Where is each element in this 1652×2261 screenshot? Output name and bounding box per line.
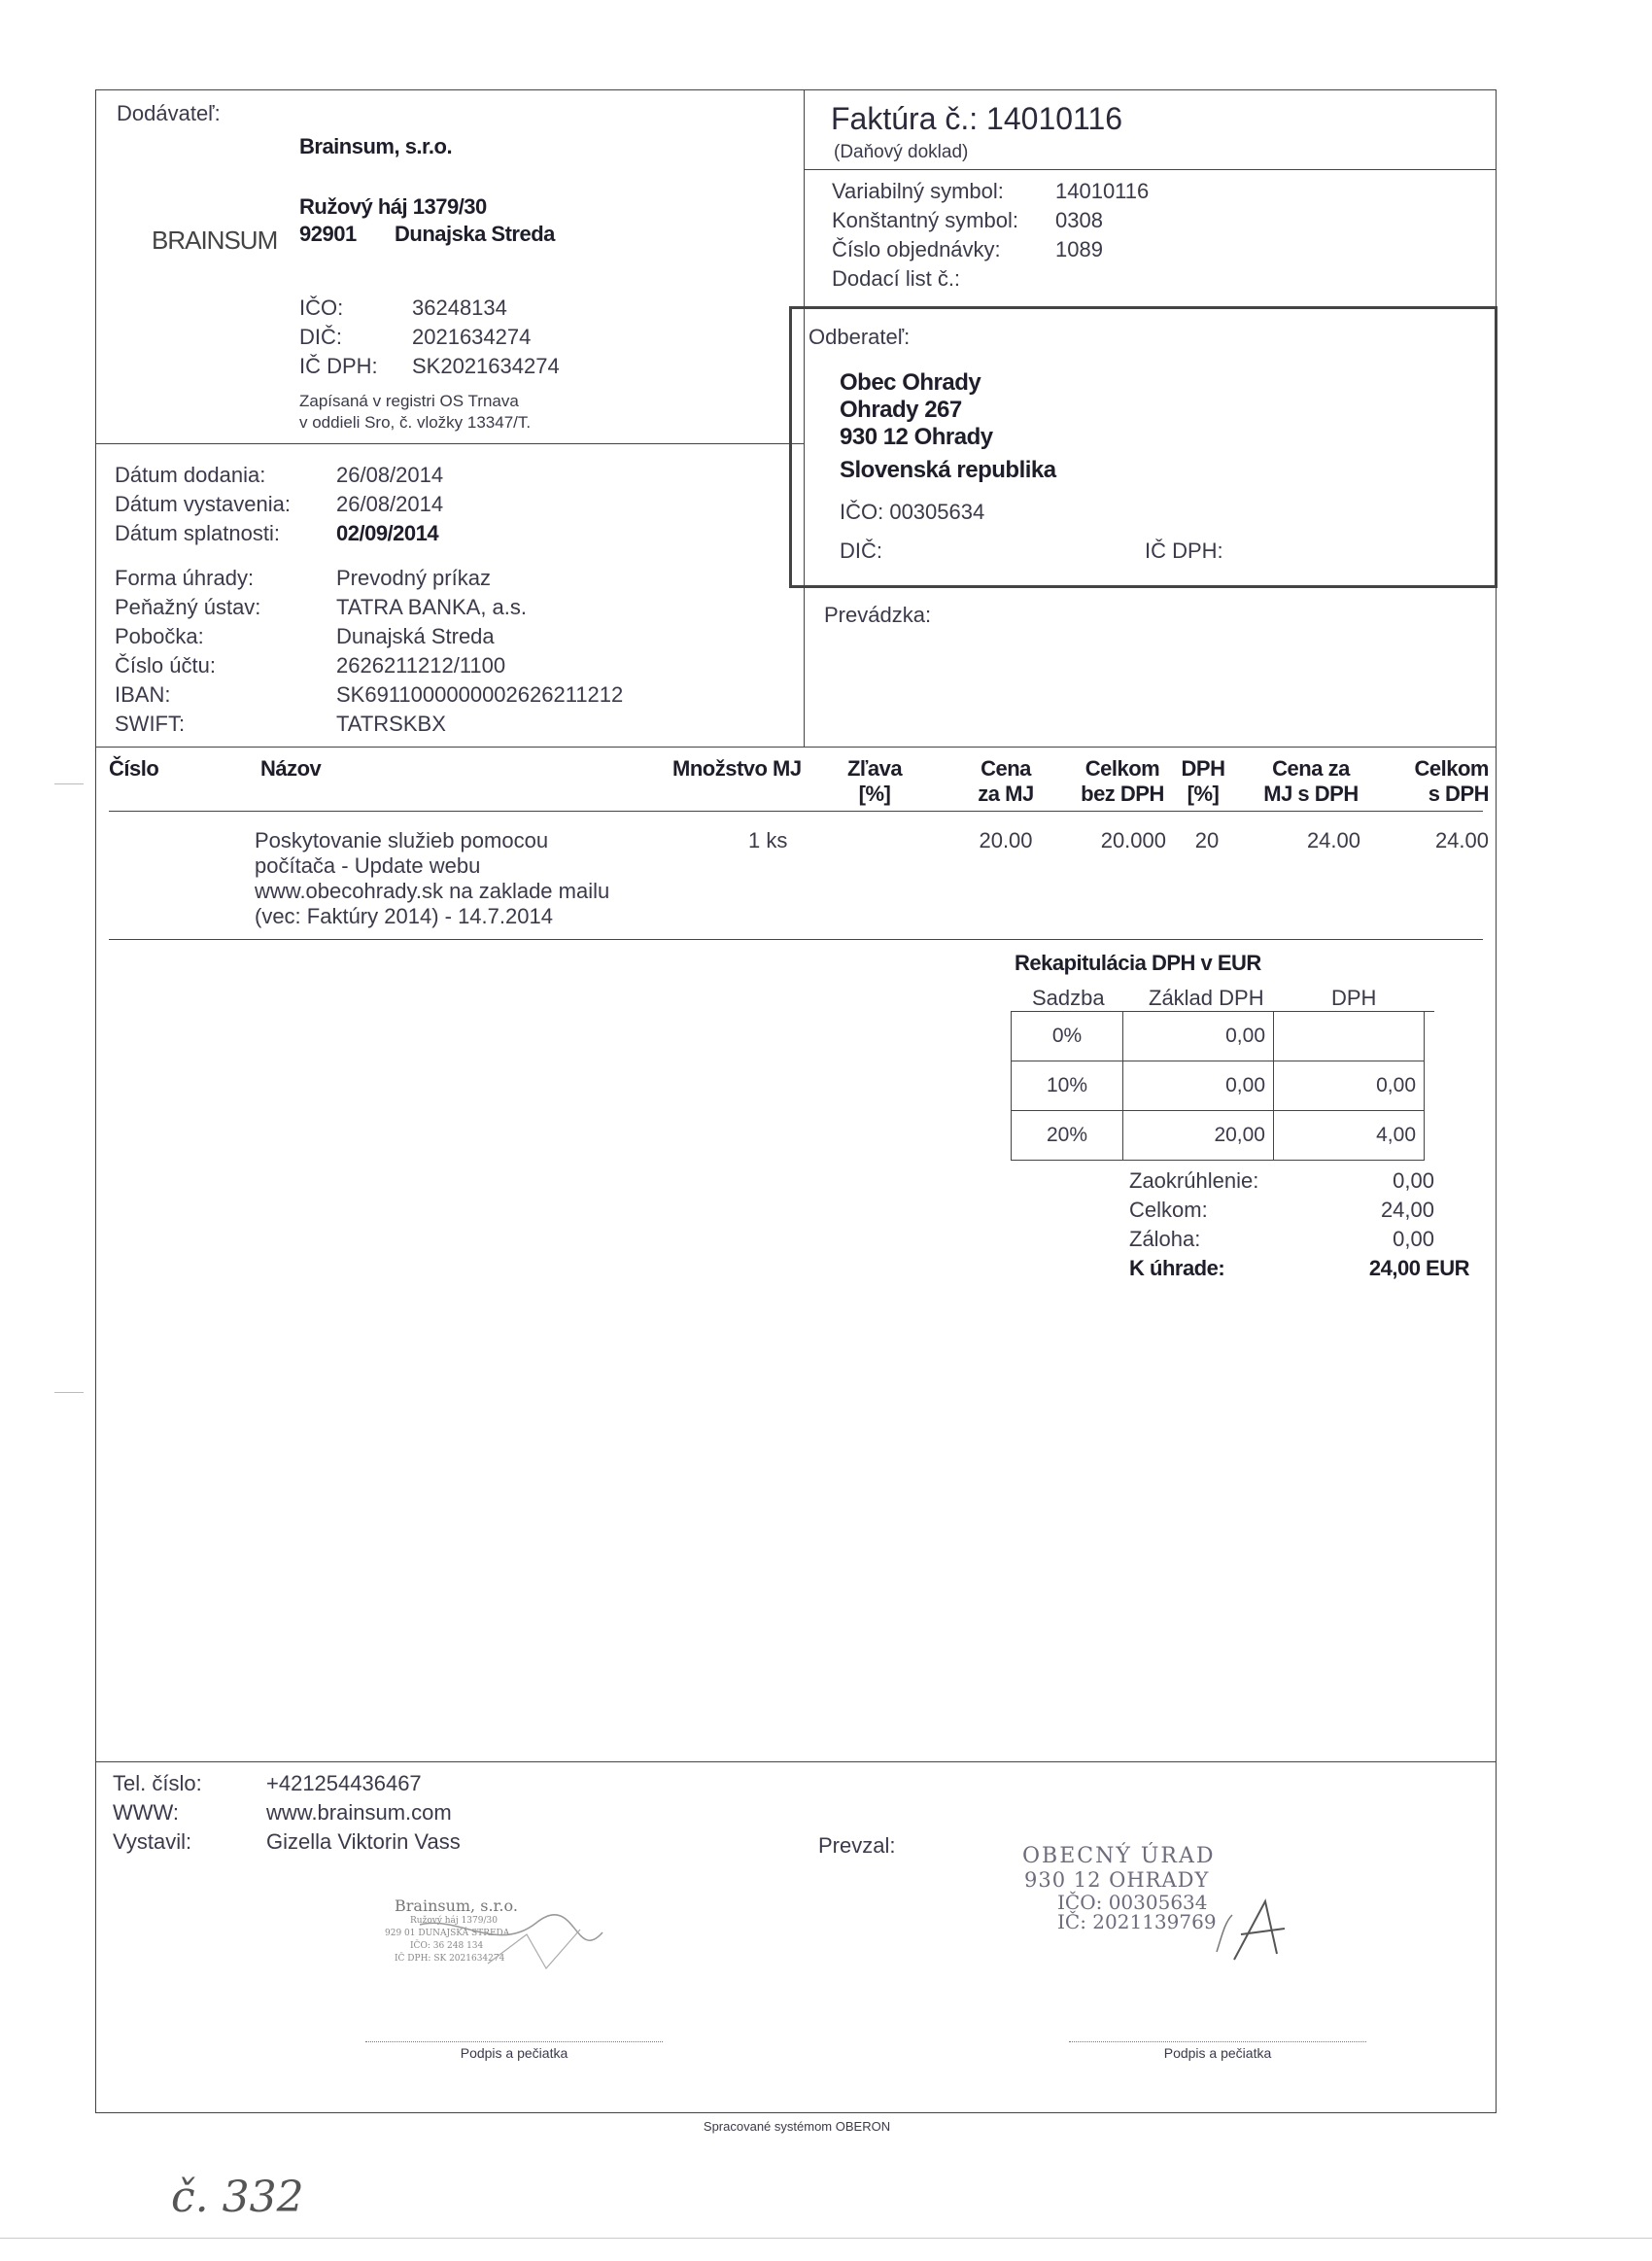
vat-amount: 4,00: [1274, 1111, 1425, 1161]
customer-country: Slovenská republika: [840, 457, 1056, 483]
footer-top-line: [95, 1761, 1497, 1762]
col-unit-price-2: za MJ: [978, 782, 1034, 806]
received-label: Prevzal:: [818, 1833, 896, 1858]
stamp-line: 930 12 OHRADY: [1024, 1868, 1210, 1892]
vat-amount: 0,00: [1274, 1061, 1425, 1111]
customer-ico: IČO: 00305634: [840, 500, 985, 524]
supplier-icdph: SK2021634274: [412, 354, 560, 378]
col-total-no-vat-1: Celkom: [1084, 756, 1160, 781]
issue-date-label: Dátum vystavenia:: [115, 492, 291, 516]
stamp-line: IČO: 00305634: [1057, 1891, 1208, 1914]
payment-method-label: Forma úhrady:: [115, 566, 255, 590]
sign-line-left: [365, 2041, 663, 2042]
due-date: 02/09/2014: [336, 521, 439, 545]
www-label: WWW:: [113, 1800, 180, 1825]
www: www.brainsum.com: [266, 1800, 452, 1825]
sign-line-right: [1069, 2041, 1366, 2042]
col-unit-price-vat-2: MJ s DPH: [1263, 782, 1359, 806]
supplier-bottom-line: [95, 443, 804, 444]
invoice-title-line: [804, 169, 1497, 170]
margin-mark: [54, 783, 84, 784]
premises-label: Prevádzka:: [824, 603, 932, 627]
supplier-name: Brainsum, s.r.o.: [299, 134, 453, 158]
sign-label-right: Podpis a pečiatka: [1163, 2045, 1272, 2061]
supplier-dic-label: DIČ:: [299, 325, 342, 349]
margin-mark: [54, 1392, 84, 1393]
const-symbol-label: Konštantný symbol:: [832, 208, 1018, 232]
vat-base: 20,00: [1123, 1111, 1274, 1161]
supplier-dic: 2021634274: [412, 325, 532, 349]
vat-base: 0,00: [1123, 1061, 1274, 1111]
col-qty: Množstvo MJ: [672, 756, 802, 781]
col-discount-1: Zľava: [846, 756, 903, 781]
items-header-line: [109, 811, 1483, 812]
order-no: 1089: [1055, 237, 1103, 261]
var-symbol-label: Variabilný symbol:: [832, 179, 1004, 203]
customer-dic-label: DIČ:: [840, 539, 882, 563]
vat-summary-header-rate: Sadzba: [1032, 986, 1105, 1010]
col-unit-price-1: Cena: [981, 756, 1031, 781]
swift-label: SWIFT:: [115, 712, 186, 736]
delivery-date-label: Dátum dodania:: [115, 463, 266, 487]
total-label: Celkom:: [1129, 1198, 1208, 1222]
iban: SK6911000000002626211212: [336, 682, 624, 707]
item-unit-price-vat: 24.00: [1306, 828, 1360, 852]
item-unit-price: 20.00: [979, 828, 1033, 852]
item-name-line-4: (vec: Faktúry 2014) - 14.7.2014: [255, 904, 553, 928]
processing-system: Spracované systémom OBERON: [703, 2119, 891, 2134]
customer-name: Obec Ohrady: [840, 369, 981, 396]
vat-base: 0,00: [1123, 1012, 1274, 1061]
customer-label: Odberateľ:: [809, 325, 911, 349]
rounding-label: Zaokrúhlenie:: [1129, 1168, 1259, 1193]
amount-due: 24,00 EUR: [1368, 1256, 1469, 1280]
vat-summary-table: [1011, 1011, 1425, 1161]
brand-logo: BRAINSUM: [152, 226, 278, 255]
tel: +421254436467: [266, 1771, 422, 1795]
deposit: 0,00: [1393, 1227, 1434, 1251]
stamp-line: IČ DPH: SK 2021634274: [395, 1954, 505, 1964]
sign-label-left: Podpis a pečiatka: [460, 2045, 568, 2061]
register-line-1: Zapísaná v registri OS Trnava: [299, 392, 519, 410]
tel-label: Tel. číslo:: [113, 1771, 202, 1795]
col-unit-price-vat-1: Cena za: [1272, 756, 1350, 781]
scan-edge: [0, 2238, 1652, 2239]
bank: TATRA BANKA, a.s.: [336, 595, 528, 619]
customer-signature: [1022, 1845, 1314, 1971]
col-vat-2: [%]: [1187, 782, 1220, 806]
item-total-no-vat: 20.000: [1100, 828, 1166, 852]
item-qty: 1 ks: [748, 828, 788, 852]
vat-rate: 0%: [1012, 1012, 1123, 1061]
stamp-line: Ružový háj 1379/30: [410, 1916, 498, 1926]
stamp-line: OBECNÝ ÚRAD: [1022, 1844, 1216, 1868]
supplier-ico-label: IČO:: [299, 296, 344, 320]
issue-date: 26/08/2014: [336, 492, 444, 516]
customer-stamp: [1022, 1845, 1314, 1962]
var-symbol: 14010116: [1055, 179, 1150, 203]
amount-due-label: K úhrade:: [1129, 1256, 1225, 1280]
item-name-line-2: počítača - Update webu: [255, 853, 481, 878]
supplier-zip: 92901: [299, 222, 357, 246]
issued-by: Gizella Viktorin Vass: [266, 1829, 461, 1854]
vat-amount: [1274, 1012, 1425, 1061]
vat-rate: 10%: [1012, 1061, 1123, 1111]
col-total-no-vat-2: bez DPH: [1081, 782, 1164, 806]
items-top-line: [95, 747, 1497, 748]
handwritten-note: č. 332: [171, 2173, 304, 2222]
col-discount-2: [%]: [858, 782, 891, 806]
vat-row: [1012, 1012, 1425, 1061]
item-name-line-3: www.obecohrady.sk na zaklade mailu: [255, 879, 610, 903]
invoice-title: Faktúra č.: 14010116: [831, 101, 1123, 136]
col-name: Názov: [260, 756, 322, 781]
delivery-date: 26/08/2014: [336, 463, 444, 487]
col-total-vat-2: s DPH: [1428, 782, 1489, 806]
iban-label: IBAN:: [115, 682, 171, 707]
register-line-2: v oddieli Sro, č. vložky 13347/T.: [299, 413, 532, 432]
item-total-vat: 24.00: [1434, 828, 1489, 852]
col-vat-1: DPH: [1181, 756, 1225, 781]
payment-method: Prevodný príkaz: [336, 566, 491, 590]
deposit-label: Záloha:: [1129, 1227, 1201, 1251]
vat-row: [1012, 1111, 1425, 1161]
vat-summary-header-vat: DPH: [1331, 986, 1377, 1010]
branch-label: Pobočka:: [115, 624, 204, 648]
account-label: Číslo účtu:: [115, 653, 216, 678]
invoice-subtitle: (Daňový doklad): [834, 142, 969, 162]
issued-by-label: Vystavil:: [113, 1829, 192, 1854]
due-date-label: Dátum splatnosti:: [115, 521, 280, 545]
account: 2626211212/1100: [336, 653, 506, 678]
supplier-icdph-label: IČ DPH:: [299, 354, 378, 378]
vat-row: [1012, 1061, 1425, 1111]
vat-rate: 20%: [1012, 1111, 1123, 1161]
supplier-signature: [381, 1896, 614, 1983]
col-number: Číslo: [109, 756, 159, 781]
swift: TATRSKBX: [336, 712, 446, 736]
bank-label: Peňažný ústav:: [115, 595, 261, 619]
supplier-street: Ružový háj 1379/30: [299, 194, 487, 219]
supplier-city: Dunajska Streda: [395, 222, 555, 246]
col-total-vat-1: Celkom: [1414, 756, 1489, 781]
const-symbol: 0308: [1055, 208, 1103, 232]
customer-street: Ohrady 267: [840, 397, 962, 423]
stamp-line: IČO: 36 248 134: [410, 1941, 484, 1951]
customer-icdph-label: IČ DPH:: [1145, 539, 1223, 563]
delivery-note-label: Dodací list č.:: [832, 266, 961, 291]
supplier-ico: 36248134: [412, 296, 507, 320]
item-name-line-1: Poskytovanie služieb pomocou: [255, 828, 549, 852]
rounding: 0,00: [1393, 1168, 1434, 1193]
items-bottom-line: [109, 939, 1483, 940]
customer-city: 930 12 Ohrady: [840, 424, 993, 450]
vat-summary-header-base: Základ DPH: [1149, 986, 1264, 1010]
stamp-line: Brainsum, s.r.o.: [395, 1896, 518, 1915]
order-no-label: Číslo objednávky:: [832, 237, 1001, 261]
supplier-stamp: [381, 1896, 614, 1983]
stamp-line: 929 01 DUNAJSKÁ STREDA: [385, 1929, 510, 1938]
item-vat: 20: [1194, 828, 1220, 852]
supplier-label: Dodávateľ:: [117, 101, 221, 125]
branch: Dunajská Streda: [336, 624, 495, 648]
vat-summary-title: Rekapitulácia DPH v EUR: [1015, 951, 1261, 975]
stamp-line: IČ: 2021139769: [1057, 1910, 1217, 1933]
total: 24,00: [1380, 1198, 1434, 1222]
